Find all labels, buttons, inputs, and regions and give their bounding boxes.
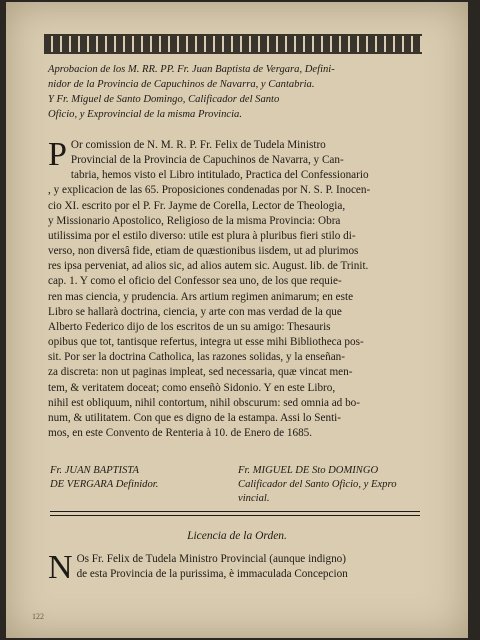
- signature-santo-domingo: [238, 464, 448, 506]
- approval-line: Oficio, y Exprovincial de la misma Provincia.: [48, 109, 242, 120]
- signature-line: Calificador del Santo Oficio, y Expro: [238, 479, 397, 490]
- body-line: tabria, hemos visto el Libro intitulado, Practica del Confessionario: [70, 169, 369, 182]
- body-line: Alberto Federico dijo de los escritos de un su amigo: Thesauris: [48, 320, 331, 333]
- body-line: Libro se hallarà doctrina, ciencia, y arte con mas verdad de la que: [48, 305, 342, 318]
- page-mark: 122: [32, 612, 44, 621]
- drop-cap: P: [48, 136, 67, 173]
- body-line: de esta Provincia de la purissima, è immaculada Concepcion: [76, 568, 348, 580]
- signature-line: vincial.: [238, 493, 270, 504]
- body-line: res ipsa perveniat, ad alios sic, ad alios autem sic. August. lib. de Trinit.: [48, 260, 369, 273]
- signature-line: Fr. MIGUEL DE Sto DOMINGO: [238, 465, 379, 476]
- body-line: , y explicacion de las 65. Proposiciones condenadas por N. S. P. Inocen-: [48, 184, 371, 197]
- body-line: Os Fr. Felix de Tudela Ministro Provincial (aunque indigno): [76, 553, 346, 565]
- body-line: sit. Por ser la doctrina Catholica, las razones solidas, y la enseñan-: [48, 351, 346, 364]
- licencia-heading: Licencia de la Orden.: [187, 530, 287, 542]
- body-line: y Missionario Apostolico, Religioso de la misma Provincia: Obra: [48, 214, 341, 227]
- approval-heading: [48, 62, 418, 122]
- body-line: cap. 1. Y como el oficio del Confessor sea uno, de los que requie-: [48, 275, 342, 288]
- drop-cap: N: [48, 549, 73, 586]
- body-line: tem, & veritatem doceat; como enseñò Sidonio. Y en este Libro,: [48, 381, 336, 394]
- body-line: za discreta: non ut paginas impleat, sed necessaria, quæ vincat men-: [48, 366, 353, 379]
- body-line: utilissima por el estilo diverso: utile est plura à pluribus fieri stilo di-: [48, 229, 356, 242]
- signature-line: Fr. JUAN BAPTISTA: [50, 465, 139, 476]
- book-page: [6, 2, 468, 638]
- approval-line: nidor de la Provincia de Capuchinos de Navarra, y Cantabria.: [48, 79, 315, 90]
- body-line: Or comission de N. M. R. P. Fr. Felix de Tudela Ministro: [70, 139, 326, 151]
- section-divider: [50, 511, 420, 516]
- approval-body: [48, 138, 434, 441]
- body-line: verso, non diversâ fide, etiam de quæstionibus iisdem, ut ad plurimos: [48, 245, 359, 258]
- body-line: opibus que tot, tantisque refertus, integra ut esse mihi Bibliotheca pos-: [48, 336, 364, 349]
- decorative-header-ornament: [44, 34, 422, 54]
- approval-line: Aprobacion de los M. RR. PP. Fr. Juan Baptista de Vergara, Defini-: [48, 64, 335, 75]
- body-line: cio XI. escrito por el P. Fr. Jayme de Corella, Lector de Theologia,: [48, 199, 346, 212]
- signature-vergara: [50, 464, 220, 492]
- signature-line: DE VERGARA Definidor.: [50, 479, 159, 490]
- licencia-body: [48, 549, 438, 586]
- body-line: num, & utilitatem. Con que es digno de la estampa. Assi lo Senti-: [48, 411, 342, 424]
- approval-line: Y Fr. Miguel de Santo Domingo, Calificador del Santo: [48, 94, 280, 105]
- body-line: Provincial de la Provincia de Capuchinos de Navarra, y Can-: [70, 154, 344, 167]
- body-line: ren mas ciencia, y prudencia. Ars artium regimen animarum; en este: [48, 290, 354, 303]
- body-line: nihil est obliquum, nihil contortum, nihil obscurum: sed omnia ad bo-: [48, 396, 360, 409]
- body-line: mos, en este Convento de Renteria à 10. de Enero de 1685.: [48, 426, 313, 439]
